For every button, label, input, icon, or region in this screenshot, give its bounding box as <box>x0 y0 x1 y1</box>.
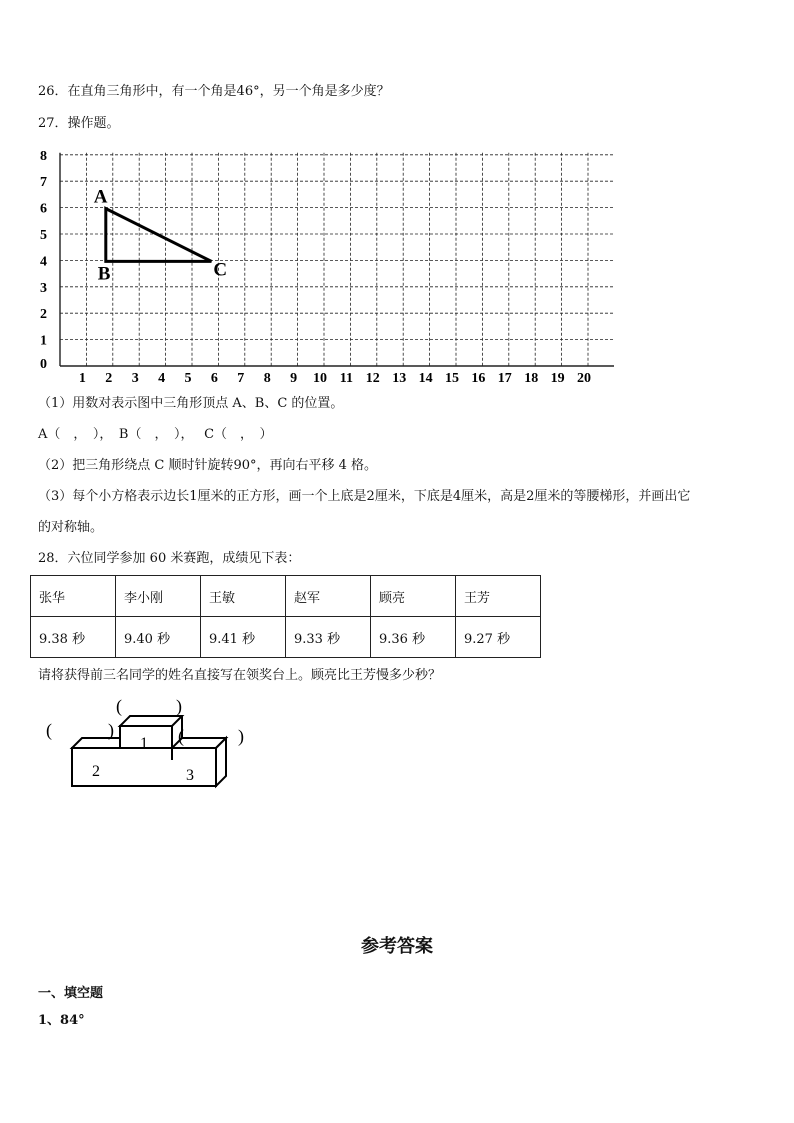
y-tick-label: 8 <box>40 148 47 164</box>
podium-step-1-top <box>120 716 182 726</box>
podium-third-paren-open: ( <box>178 726 184 746</box>
answers-section: 一、填空题 <box>38 986 104 1001</box>
y-tick-label: 4 <box>40 254 47 270</box>
table-cell: 9.33 秒 <box>286 617 371 658</box>
podium-second-paren-close: ) <box>108 720 114 740</box>
x-tick-label: 5 <box>184 371 192 386</box>
podium-label-3: 3 <box>186 767 194 784</box>
y-tick-label: 5 <box>40 228 47 243</box>
grid-lines <box>60 153 614 366</box>
table-row-times <box>31 617 541 658</box>
podium-first-paren-close: ) <box>176 696 182 716</box>
x-tick-label: 14 <box>418 371 433 386</box>
question-26: 26．在直角三角形中，有一个角是46°，另一个角是多少度？ <box>38 84 390 99</box>
x-tick-label: 7 <box>237 371 245 386</box>
x-tick-label: 16 <box>471 371 486 386</box>
y-tick-label: 1 <box>40 333 47 349</box>
vertex-label-b: B <box>97 263 111 285</box>
table-cell: 王敏 <box>201 576 286 617</box>
answers-title: 参考答案 <box>361 936 433 957</box>
x-tick-label: 1 <box>78 371 86 386</box>
x-tick-label: 6 <box>210 371 218 386</box>
x-tick-label: 8 <box>263 371 271 386</box>
x-tick-label: 12 <box>365 371 380 386</box>
podium-diagram <box>40 690 260 800</box>
podium-right-side <box>216 738 226 786</box>
table-cell: 张华 <box>31 576 116 617</box>
table-cell: 顾亮 <box>371 576 456 617</box>
question-28-title: 28．六位同学参加 60 米赛跑，成绩见下表： <box>38 551 301 566</box>
x-tick-label: 19 <box>550 371 565 386</box>
coordinate-grid <box>34 146 614 386</box>
y-tick-label: 6 <box>40 201 47 217</box>
grid-labels <box>40 149 591 386</box>
x-tick-label: 20 <box>577 371 591 386</box>
podium-third-paren-close: ) <box>238 726 244 746</box>
question-27-part-1-answer: A（ ， ）， B（ ， ）， C（ ， ） <box>38 427 273 442</box>
y-tick-label: 2 <box>40 307 47 323</box>
x-tick-label: 13 <box>392 371 407 386</box>
table-cell: 赵军 <box>286 576 371 617</box>
podium-label-2: 2 <box>92 763 100 780</box>
podium-label-1: 1 <box>140 735 148 752</box>
question-28-question: 请将获得前三名同学的姓名直接写在领奖台上。顾亮比王芳慢多少秒？ <box>38 668 442 683</box>
vertex-label-a: A <box>93 186 108 208</box>
x-tick-label: 18 <box>524 371 539 386</box>
table-row-names <box>31 576 541 617</box>
triangle-abc <box>106 209 212 262</box>
table-cell: 9.36 秒 <box>371 617 456 658</box>
x-tick-label: 11 <box>339 371 354 386</box>
question-27-part-3-line-2: 的对称轴。 <box>38 520 104 535</box>
table-cell: 9.38 秒 <box>31 617 116 658</box>
x-tick-label: 10 <box>313 371 327 386</box>
y-tick-label: 3 <box>40 280 47 296</box>
question-27-part-1: （1）用数对表示图中三角形顶点 A、B、C 的位置。 <box>38 396 344 411</box>
x-tick-label: 3 <box>131 371 139 386</box>
x-tick-label: 15 <box>445 371 459 386</box>
table-cell: 9.27 秒 <box>456 617 541 658</box>
x-tick-label: 9 <box>290 371 298 386</box>
table-cell: 9.41 秒 <box>201 617 286 658</box>
question-27-part-2: （2）把三角形绕点 C 顺时针旋转90°，再向右平移 4 格。 <box>38 458 378 473</box>
y-tick-label: 0 <box>40 357 47 372</box>
results-table <box>30 575 541 658</box>
x-tick-label: 4 <box>158 371 166 386</box>
answer-1: 1、84° <box>38 1013 85 1028</box>
podium-first-paren-open: ( <box>116 696 122 716</box>
podium-second-paren-open: ( <box>46 720 52 740</box>
x-tick-label: 17 <box>497 371 512 386</box>
table-cell: 李小刚 <box>116 576 201 617</box>
table-cell: 王芳 <box>456 576 541 617</box>
question-27-part-3-line-1: （3）每个小方格表示边长1厘米的正方形，画一个上底是2厘米，下底是4厘米，高是2厘米的等腰梯形，并画出它 <box>38 489 691 504</box>
question-27-title: 27．操作题。 <box>38 116 120 131</box>
y-tick-label: 7 <box>40 175 47 191</box>
table-cell: 9.40 秒 <box>116 617 201 658</box>
vertex-label-c: C <box>213 259 228 281</box>
x-tick-label: 2 <box>105 371 113 386</box>
